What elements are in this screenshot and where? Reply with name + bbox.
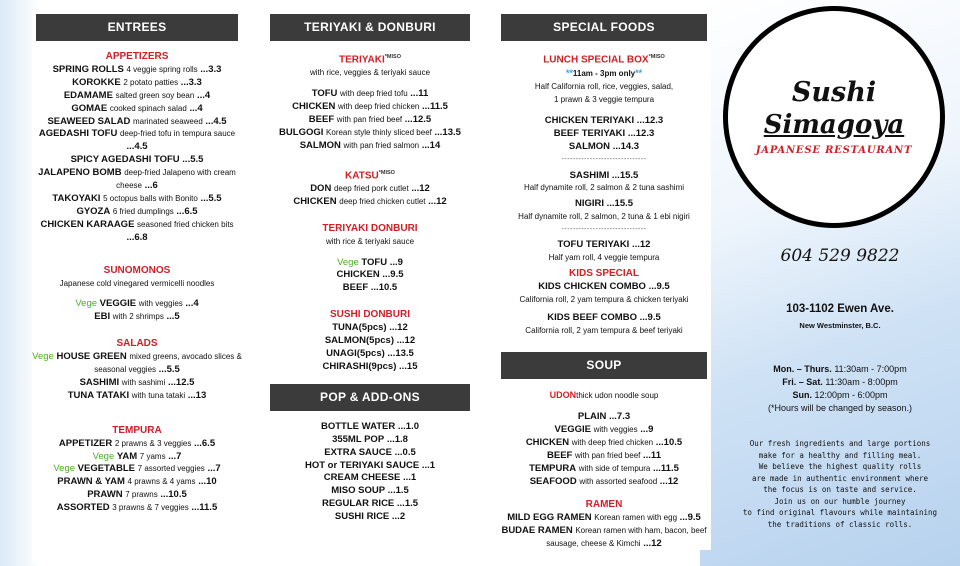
- menu-item: [266, 447, 474, 460]
- menu-item: Vege HOUSE GREEN mixed greens, avocado slices & seasonal veggies ...5.5: [32, 351, 242, 376]
- item-name: PRAWN: [87, 489, 123, 501]
- tofu-teriyaki-special: TOFU TERIYAKI ...12: [557, 239, 651, 251]
- item-price: ...9.5: [382, 269, 404, 281]
- menu-item: [32, 193, 242, 206]
- item-price: ...6: [144, 180, 158, 192]
- item-price: ...9.5: [639, 311, 661, 323]
- item-name: SALMON: [568, 140, 611, 152]
- lunch-box-desc1: Half California roll, rice, veggies, salad,: [534, 82, 674, 92]
- menu-item: [266, 348, 474, 361]
- item-price: ...10.5: [370, 282, 398, 294]
- item-desc: with deep fried chicken: [338, 102, 420, 112]
- item-name: SPICY AGEDASHI TOFU: [70, 154, 180, 166]
- item-name: TUNA TATAKI: [67, 389, 130, 401]
- item-desc: with assorted seafood: [579, 476, 658, 486]
- menu-item: [497, 525, 711, 551]
- item-name: TEMPURA: [529, 462, 577, 474]
- item-name: VEGETABLE: [77, 463, 136, 475]
- salads-list: [32, 351, 242, 403]
- menu-item: [266, 101, 474, 114]
- menu-item: Vege VEGGIE with veggies ...4: [75, 298, 199, 310]
- logo-line1: Sushi: [791, 77, 877, 108]
- pop-addons-list: [266, 421, 474, 524]
- menu-item: [32, 476, 242, 489]
- item-price: ...5: [166, 311, 180, 323]
- item-desc: 7 yams: [139, 451, 166, 461]
- menu-item: [32, 489, 242, 502]
- about-line: We believe the highest quality rolls: [758, 462, 922, 471]
- salads-title: SALADS: [116, 338, 158, 350]
- item-desc: 2 prawns & 3 veggies: [114, 438, 192, 448]
- item-desc: Korean ramen with ham, bacon, beef sausage, cheese & Kimchi: [546, 525, 707, 548]
- menu-item: [32, 219, 242, 245]
- appetizers-title: APPETIZERS: [105, 51, 169, 62]
- item-price: ...1.5: [396, 498, 419, 510]
- item-price: ...3.3: [200, 63, 222, 75]
- sashimi-special: SASHIMI ...15.5: [569, 169, 639, 181]
- menu-item: [266, 282, 474, 295]
- phone-number: 604 529 9822: [780, 246, 900, 266]
- item-desc: Korean style thinly sliced beef: [326, 127, 432, 137]
- item-name: CHICKEN TERIYAKI: [544, 114, 635, 126]
- item-price: ...9: [640, 424, 654, 436]
- item-desc: California roll, 2 yam tempura & chicken teriyaki: [519, 294, 689, 304]
- menu-item: [32, 390, 242, 403]
- item-price: ...12.3: [636, 114, 664, 126]
- item-price: ...4: [189, 102, 203, 114]
- item-price: ...5.5: [182, 154, 204, 166]
- divider: ------------------------------: [561, 226, 647, 234]
- item-price: ...12.3: [627, 127, 655, 139]
- sunomonos-title: SUNOMONOS: [103, 264, 171, 276]
- item-name: DON: [310, 182, 332, 194]
- menu-item: [497, 128, 711, 141]
- menu-item: [32, 206, 242, 219]
- lunch-box-desc2: 1 prawn & 3 veggie tempura: [553, 95, 655, 105]
- menu-item: [266, 472, 474, 485]
- sunomonos-desc: Japanese cold vinegared vermicelli noodles: [59, 278, 215, 288]
- item-name: CHICKEN: [292, 101, 336, 113]
- special-foods-header: SPECIAL FOODS: [501, 14, 707, 41]
- item-name: MISO SOUP: [331, 485, 386, 497]
- item-desc: 5 octopus balls with Bonito: [103, 193, 198, 203]
- item-desc: with pan fried beef: [336, 114, 403, 124]
- tempura-title: TEMPURA: [112, 424, 162, 436]
- menu-item: [266, 498, 474, 511]
- divider: ------------------------------: [561, 155, 647, 163]
- item-price: ...11.5: [652, 462, 679, 474]
- katsu-title: $KATSU^{*MISO}$: [345, 169, 395, 181]
- item-desc: with tuna tataki: [131, 390, 186, 400]
- item-price: ...6.5: [193, 437, 216, 449]
- menu-item: [497, 512, 711, 525]
- menu-item: [32, 116, 242, 129]
- menu-item: [497, 437, 711, 450]
- menu-item: [266, 322, 474, 335]
- udon-list: [497, 411, 711, 488]
- item-price: ...12: [396, 335, 416, 347]
- soup-header: SOUP: [501, 352, 707, 379]
- tempura-list: [32, 438, 242, 515]
- menu-item: [497, 312, 711, 325]
- menu-item: [266, 183, 474, 196]
- item-name: EDAMAME: [63, 89, 113, 101]
- item-price: ...1: [421, 459, 436, 471]
- item-name: EXTRA SAUCE: [324, 446, 392, 458]
- teriyaki-desc: with rice, veggies & teriyaki sauce: [309, 68, 431, 78]
- item-price: ...12: [428, 195, 447, 207]
- item-desc: Korean ramen with egg: [594, 512, 678, 522]
- menu-item: [266, 269, 474, 282]
- item-price: ...3.3: [180, 76, 202, 88]
- about-line: the traditions of classic rolls.: [767, 519, 913, 529]
- item-desc: 6 fried dumplings: [112, 206, 174, 216]
- menu-item: [266, 196, 474, 209]
- item-desc: with 2 shrimps: [112, 312, 164, 322]
- about-line: make for a healthy and filling meal.: [758, 450, 922, 460]
- item-desc: with veggies: [593, 425, 638, 435]
- menu-item: [497, 450, 711, 463]
- item-name: KIDS CHICKEN COMBO: [538, 280, 646, 292]
- ramen-list: [497, 512, 711, 551]
- item-price: ...6.8: [126, 231, 148, 243]
- menu-item: [266, 485, 474, 498]
- menu-item: [32, 77, 242, 90]
- item-desc: 7 prawns: [125, 490, 158, 500]
- menu-item: [266, 88, 474, 101]
- item-name: BOTTLE WATER: [321, 420, 396, 432]
- menu-item: [266, 114, 474, 127]
- item-name: KOROKKE: [72, 76, 121, 88]
- restaurant-logo: [723, 6, 945, 228]
- item-name: AGEDASHI TOFU: [38, 128, 118, 140]
- menu-item: [497, 476, 711, 489]
- item-name: REGULAR RICE: [321, 498, 395, 510]
- item-name: GOMAE: [71, 102, 108, 114]
- item-price: ...10.5: [160, 489, 187, 501]
- item-price: ...12: [389, 322, 408, 334]
- menu-item: [266, 140, 474, 153]
- item-price: ...4.5: [205, 115, 227, 127]
- lunch-box-hours: **11am - 3pm only**: [565, 68, 643, 79]
- menu-item: [266, 460, 474, 473]
- item-desc: deep-fried tofu in tempura sauce: [119, 129, 236, 139]
- about-line: the focus is on taste and service.: [763, 485, 917, 494]
- item-name: ASSORTED: [56, 502, 110, 514]
- item-price: ...1.5: [387, 485, 409, 497]
- teriyaki-donburi-list: [266, 257, 474, 296]
- teriyaki-list: [266, 88, 474, 153]
- item-desc: with sashimi: [121, 377, 166, 387]
- sunomonos-list: [32, 298, 242, 324]
- item-price: ...12: [643, 537, 662, 549]
- menu-item: [266, 127, 474, 140]
- udon-title: UDONthick udon noodle soup: [549, 390, 659, 401]
- item-name: BUDAE RAMEN: [501, 524, 573, 536]
- item-name: BEEF TERIYAKI: [553, 127, 626, 139]
- item-price: ...11: [410, 88, 429, 100]
- item-price: ...6.5: [176, 205, 198, 217]
- about-line: are made in authentic environment where: [751, 473, 929, 483]
- item-desc: deep fried chicken cutlet: [339, 196, 426, 206]
- item-name: CREAM CHEESE: [323, 472, 401, 484]
- item-name: 355ML POP: [332, 433, 385, 445]
- item-name: SALMON(5pcs): [324, 335, 394, 347]
- lunch-box-list: [497, 115, 711, 154]
- about-line: Join us on our humble journey: [774, 496, 906, 506]
- item-desc: marinated seaweed: [132, 116, 203, 126]
- item-desc: 2 potato patties: [123, 77, 179, 87]
- item-name: SASHIMI: [79, 376, 120, 388]
- menu-item: [32, 502, 242, 515]
- ramen-title: RAMEN: [585, 498, 623, 510]
- menu-item: [497, 424, 711, 437]
- item-desc: with pan fried salmon: [343, 140, 420, 150]
- menu-item: [497, 141, 711, 154]
- item-name: VEGGIE: [99, 298, 137, 310]
- teriyaki-donburi-desc: with rice & teriyaki sauce: [325, 236, 415, 246]
- sushi-donburi-title: SUSHI DONBURI: [329, 309, 410, 321]
- logo-line2: Simagoya: [763, 110, 905, 140]
- menu-item: Vege VEGETABLE 7 assorted veggies ...7: [53, 463, 221, 475]
- menu-item: [32, 154, 242, 167]
- opening-hours: [735, 363, 945, 415]
- item-price: ...12: [659, 475, 679, 487]
- sashimi-special-desc: Half dynamite roll, 2 salmon & 2 tuna sashimi: [523, 183, 685, 193]
- entrees-panel: [32, 10, 242, 562]
- item-name: CHICKEN KARAAGE: [40, 218, 135, 230]
- item-price: ...1.0: [397, 420, 419, 432]
- item-name: BEEF: [342, 282, 369, 294]
- item-price: ...4.5: [126, 141, 148, 153]
- item-name: BULGOGI: [279, 126, 324, 138]
- item-price: ...10: [198, 476, 217, 488]
- item-desc: salted green soy bean: [115, 90, 195, 100]
- item-name: CHICKEN: [336, 269, 380, 281]
- menu-item: Vege YAM 7 yams ...7: [92, 450, 182, 462]
- hours-row: Mon. – Thurs. 11:30am - 7:00pm: [773, 364, 907, 374]
- item-price: ...7: [207, 463, 221, 475]
- katsu-list: [266, 183, 474, 209]
- item-price: ...9.5: [648, 280, 670, 292]
- item-name: CHICKEN: [525, 437, 570, 449]
- menu-item: [266, 335, 474, 348]
- kids-special-list: [497, 281, 711, 343]
- item-price: ...5.5: [158, 364, 180, 376]
- menu-item: [497, 281, 711, 294]
- menu-item: [32, 167, 242, 193]
- item-name: CHICKEN: [293, 195, 337, 207]
- menu-item: [266, 361, 474, 374]
- teriyaki-panel: [266, 10, 474, 562]
- menu-item: [497, 115, 711, 128]
- item-price: ...13.5: [387, 347, 414, 359]
- item-name: GYOZA: [76, 205, 111, 217]
- item-name: TUNA(5pcs): [332, 322, 387, 334]
- item-price: ...12.5: [168, 376, 195, 388]
- menu-item: Vege TOFU ...9: [337, 256, 403, 268]
- item-price: ...7.3: [609, 411, 631, 423]
- kids-special-title: KIDS SPECIAL: [568, 267, 639, 279]
- item-name: PLAIN: [577, 411, 607, 423]
- item-price: ...2: [391, 511, 406, 523]
- item-desc: with side of tempura: [578, 463, 651, 473]
- item-name: SEAFOOD: [529, 475, 577, 487]
- menu-item: [32, 128, 242, 154]
- item-name: PRAWN & YAM: [57, 476, 125, 488]
- tofu-teriyaki-desc: Half yam roll, 4 veggie tempura: [548, 253, 660, 263]
- item-price: ...11.5: [422, 101, 448, 113]
- item-name: CHIRASHI(9pcs): [322, 360, 397, 372]
- item-price: ...1: [402, 472, 417, 484]
- item-price: ...1.8: [386, 433, 408, 445]
- item-name: KIDS BEEF COMBO: [547, 311, 637, 323]
- item-price: ...9: [389, 256, 403, 268]
- item-name: SALMON: [299, 139, 341, 151]
- city: New Westminster, B.C.: [799, 321, 881, 330]
- item-price: ...14.3: [612, 140, 640, 152]
- about-text: [730, 438, 950, 530]
- menu-item: [32, 90, 242, 103]
- item-name: TOFU: [311, 88, 338, 100]
- teriyaki-donburi-title: TERIYAKI DONBURI: [322, 222, 418, 234]
- menu-item: [266, 421, 474, 434]
- about-line: to find original flavours while maintaining: [742, 508, 938, 517]
- item-name: YAM: [116, 450, 138, 462]
- item-name: SUSHI RICE: [334, 511, 390, 523]
- teriyaki-title: $TERIYAKI^{*MISO}$: [339, 54, 401, 66]
- menu-item: [32, 377, 242, 390]
- item-price: ...14: [421, 139, 441, 151]
- item-price: ...4: [196, 89, 211, 101]
- teriyaki-donburi-header: TERIYAKI & DONBURI: [270, 14, 470, 41]
- item-name: UNAGI(5pcs): [326, 347, 385, 359]
- logo-tagline: JAPANESE RESTAURANT: [755, 145, 913, 156]
- menu-item: [32, 64, 242, 77]
- item-desc: 3 prawns & 7 veggies: [112, 503, 189, 513]
- entrees-header: ENTREES: [36, 14, 238, 41]
- item-name: MILD EGG RAMEN: [507, 511, 592, 523]
- item-desc: 7 assorted veggies: [137, 464, 205, 474]
- item-price: ...7: [168, 450, 182, 462]
- item-name: VEGGIE: [554, 424, 591, 436]
- item-name: HOT or TERIYAKI SAUCE: [304, 459, 420, 471]
- item-desc: with pan fried beef: [575, 451, 641, 461]
- item-price: ...11.5: [191, 502, 218, 514]
- hours-row: Sun. 12:00pm - 6:00pm: [792, 390, 888, 400]
- item-desc: with deep fried chicken: [571, 438, 654, 448]
- item-name: SPRING ROLLS: [52, 63, 124, 75]
- menu-item: [266, 434, 474, 447]
- item-desc: with veggies: [138, 299, 183, 309]
- appetizers-list: [32, 64, 242, 245]
- item-desc: 4 prawns & 4 yams: [127, 477, 196, 487]
- item-name: JALAPENO BOMB: [38, 167, 122, 179]
- menu-item: [32, 103, 242, 116]
- item-name: TAKOYAKI: [52, 192, 101, 204]
- nigiri-special-desc: Half dynamite roll, 2 salmon, 2 tuna & 1 ebi nigiri: [518, 212, 690, 222]
- item-desc: seasoned fried chicken bits: [137, 219, 234, 229]
- item-desc: with deep fried tofu: [340, 89, 408, 99]
- hours-row: Fri. – Sat. 11:30am - 8:00pm: [782, 377, 898, 387]
- item-price: ...0.5: [394, 446, 416, 458]
- item-price: ...12: [411, 182, 430, 194]
- address: 103-1102 Ewen Ave.: [786, 303, 894, 315]
- hours-note: (*Hours will be changed by season.): [767, 403, 913, 413]
- item-name: HOUSE GREEN: [56, 351, 127, 363]
- item-desc: mixed greens, avocado slices & seasonal veggies: [94, 352, 242, 375]
- item-desc: deep fried pork cutlet: [333, 183, 409, 193]
- lunch-box-title: LUNCH SPECIAL $BOX^{*MISO}$: [543, 54, 665, 66]
- item-price: ...15: [399, 360, 418, 372]
- item-price: ...11: [643, 450, 661, 462]
- menu-item: [497, 463, 711, 476]
- menu-item: [266, 511, 474, 524]
- item-price: ...4: [185, 298, 199, 310]
- item-name: TOFU: [361, 256, 388, 268]
- item-name: BEEF: [308, 113, 335, 125]
- item-name: EBI: [94, 311, 111, 323]
- menu-item: [32, 438, 242, 451]
- sushi-donburi-list: [266, 322, 474, 374]
- item-price: ...10.5: [655, 437, 683, 449]
- item-name: APPETIZER: [58, 437, 113, 449]
- item-price: ...9.5: [679, 511, 701, 523]
- item-price: ...5.5: [200, 192, 222, 204]
- item-price: ...13: [187, 389, 207, 401]
- item-desc: deep-fried Jalapeno with cream cheese: [116, 168, 236, 191]
- special-panel: [497, 10, 711, 550]
- pop-addons-header: POP & ADD-ONS: [270, 384, 470, 411]
- item-desc: California roll, 2 yam tempura & beef teriyaki: [525, 325, 683, 335]
- nigiri-special: NIGIRI ...15.5: [574, 198, 634, 210]
- about-line: Our fresh ingredients and large portions: [749, 439, 931, 448]
- menu-item: [497, 411, 711, 424]
- item-name: BEEF: [547, 450, 573, 462]
- item-name: SEAWEED SALAD: [47, 115, 131, 127]
- item-desc: 4 veggie spring rolls: [126, 64, 198, 74]
- item-price: ...13.5: [434, 126, 461, 138]
- menu-item: [32, 311, 242, 324]
- item-desc: cooked spinach salad: [109, 103, 187, 113]
- item-price: ...12.5: [404, 113, 432, 125]
